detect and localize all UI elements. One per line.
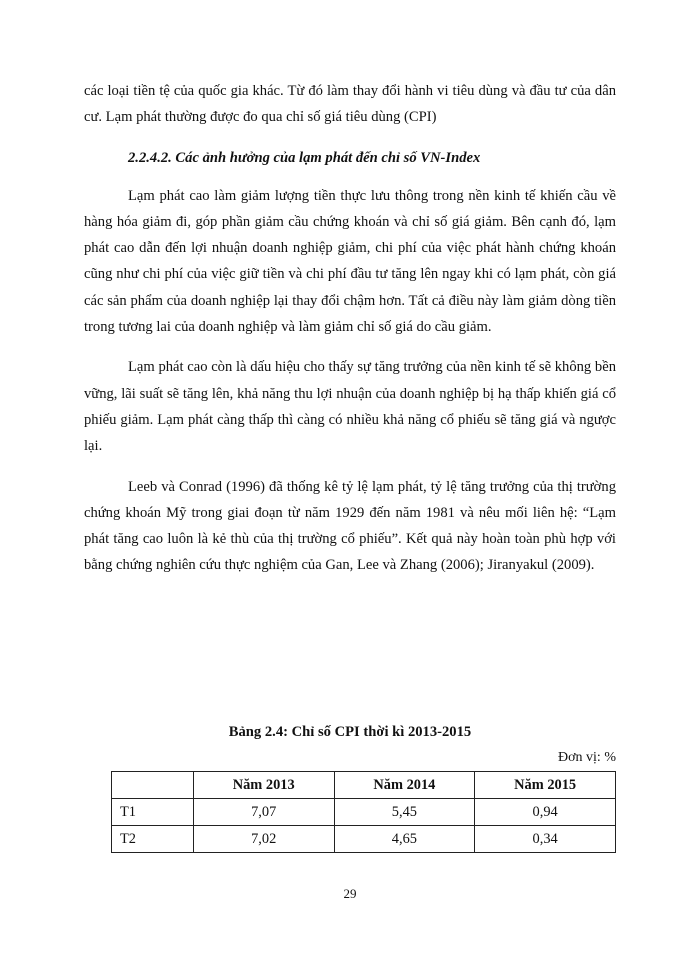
page-number: 29	[343, 886, 357, 901]
table-caption: Bảng 2.4: Chỉ số CPI thời kì 2013-2015	[228, 724, 472, 740]
table-cell: 7,02	[193, 826, 334, 853]
header-cell-2013: Năm 2013	[193, 772, 334, 799]
table-cell: 5,45	[334, 799, 475, 826]
document-body	[84, 78, 616, 579]
table-unit: Đơn vị: %	[558, 750, 616, 765]
paragraph-inflation-effects: Lạm phát cao làm giảm lượng tiền thực lưu thông trong nền kinh tế khiến cầu về hàng hóa giảm đi, góp phần giảm cầu chứng khoán và chỉ số giá giảm. Bên cạnh đó, lạm phát cao dẫn đến lợi nhuận doanh nghiệp giảm, chi phí của việc phát hành chứng khoán cũng như chi phí của việc giữ tiền và chi phí đầu tư tăng lên ngay khi có lạm phát, còn giá các sản phẩm của doanh nghiệp lại thay đổi chậm hơn. Tất cả điều này làm giảm dòng tiền trong tương lai của doanh nghiệp và làm giảm chỉ số giá do cầu giảm.	[84, 187, 616, 336]
paragraph-growth-signal: Lạm phát cao còn là dấu hiệu cho thấy sự tăng trưởng của nền kinh tế sẽ không bền vững, lãi suất sẽ tăng lên, khả năng thu lợi nhuận của doanh nghiệp bị hạ thấp khiến giá cổ phiếu giảm. Lạm phát càng thấp thì càng có nhiều khả năng cổ phiếu sẽ tăng giá và ngược lại.	[84, 359, 616, 455]
paragraph-leeb-conrad: Leeb và Conrad (1996) đã thống kê tỷ lệ lạm phát, tỷ lệ tăng trưởng của thị trường chứng khoán Mỹ trong giai đoạn từ năm 1929 đến năm 1981 và nêu mối liên hệ: “Lạm phát tăng cao luôn là kẻ thù của thị trường cổ phiếu”. Kết quả này hoàn toàn phù hợp với bằng chứng nghiên cứu thực nghiệm của Gan, Lee và Zhang (2006); Jiranyakul (2009).	[84, 478, 616, 574]
table-row	[112, 799, 616, 826]
paragraph-intro: các loại tiền tệ của quốc gia khác. Từ đó làm thay đổi hành vi tiêu dùng và đầu tư của dân cư. Lạm phát thường được đo qua chỉ số giá tiêu dùng (CPI)	[84, 83, 616, 126]
table-header-row	[112, 772, 616, 799]
header-cell-2014: Năm 2014	[334, 772, 475, 799]
table-cell: 7,07	[193, 799, 334, 826]
header-cell-empty	[112, 772, 194, 799]
header-cell-2015: Năm 2015	[475, 772, 616, 799]
row-label: T2	[112, 826, 194, 853]
table-cell: 0,94	[475, 799, 616, 826]
section-heading: 2.2.4.2. Các ảnh hưởng của lạm phát đến chỉ số VN-Index	[128, 149, 481, 166]
table-cell: 4,65	[334, 826, 475, 853]
row-label: T1	[112, 799, 194, 826]
table-row	[112, 826, 616, 853]
cpi-table	[111, 771, 616, 853]
table-cell: 0,34	[475, 826, 616, 853]
